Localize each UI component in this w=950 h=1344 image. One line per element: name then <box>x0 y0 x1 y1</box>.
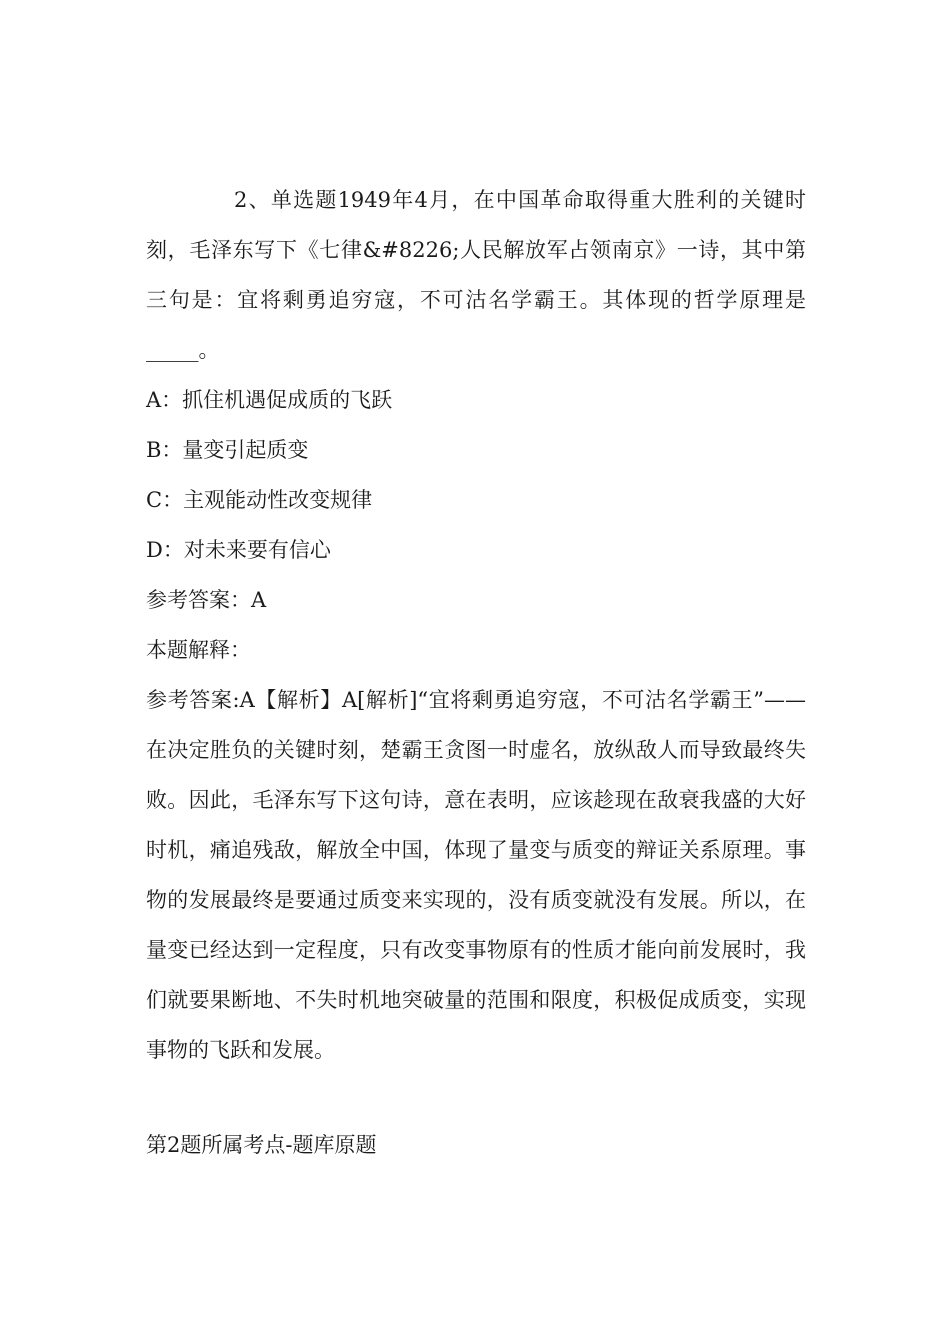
question-source: 第2题所属考点-题库原题 <box>146 1133 377 1157</box>
explanation-heading: 本题解释： <box>146 638 251 662</box>
option-a: A：抓住机遇促成质的飞跃 <box>146 388 393 412</box>
question-text: 2、单选题1949年4月，在中国革命取得重大胜利的关键时刻，毛泽东写下《七律&#8226;人民解放军占领南京》一诗，其中第三句是：宜将剩勇追穷寇，不可沽名学霸王。其体现的哲学原理是_____。 <box>146 188 806 362</box>
option-d: D：对未来要有信心 <box>146 538 331 562</box>
explanation-text: 参考答案:A【解析】A[解析]“宜将剩勇追穷寇，不可沽名学霸王”——在决定胜负的关键时刻，楚霸王贪图一时虚名，放纵敌人而导致最终失败。因此，毛泽东写下这句诗，意在表明，应该趁现在敌衰我盛的大好时机，痛追残敌，解放全中国，体现了量变与质变的辩证关系原理。事物的发展最终是要通过质变来实现的，没有质变就没有发展。所以，在量变已经达到一定程度，只有改变事物原有的性质才能向前发展时，我们就要果断地、不失时机地突破量的范围和限度，积极促成质变，实现事物的飞跃和发展。 <box>146 688 806 1062</box>
option-b: B：量变引起质变 <box>146 438 309 462</box>
option-c: C：主观能动性改变规律 <box>146 488 373 512</box>
reference-answer: 参考答案：A <box>146 588 267 612</box>
